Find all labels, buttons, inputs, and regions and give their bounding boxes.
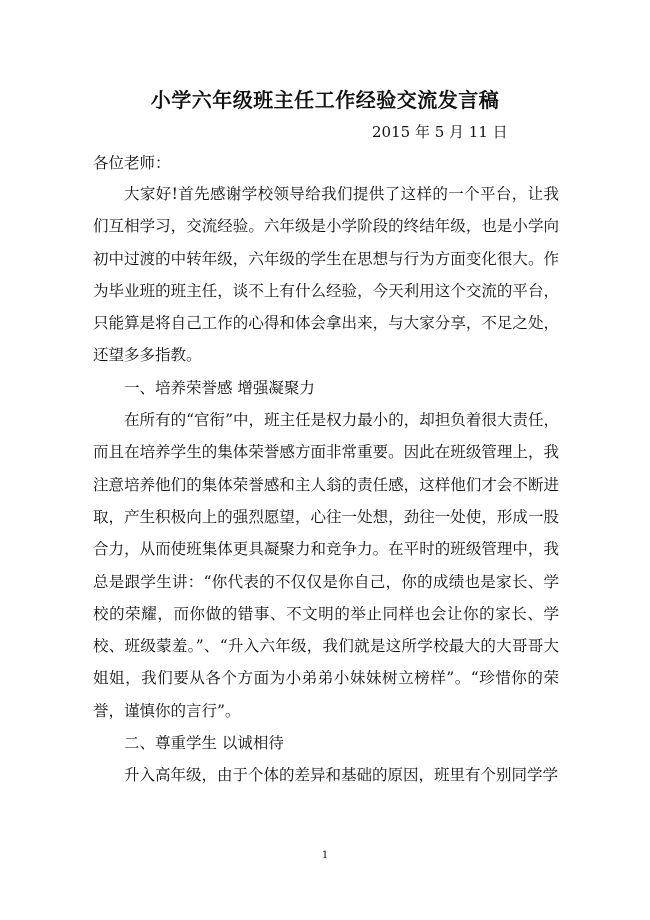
paragraph-section-1: 在所有的“官衔”中，班主任是权力最小的，却担负着很大责任，而且在培养学生的集体荣誉感方面非常重要。因此在班级管理上，我注意培养他们的集体荣誉感和主人翁的责任感，这样他们才会不断进取，产生积极向上的强烈愿望，心往一处想，劲往一处使，形成一股合力，从而使班集体更具凝聚力和竞争力。在平时的班级管理中，我总是跟学生讲：“你代表的不仅仅是你自己，你的成绩也是家长、学校的荣耀，而你做的错事、不文明的举止同样也会让你的家长、学校、班级蒙羞。”、“升入六年级，我们就是这所学校最大的大哥哥大姐姐，我们要从各个方面为小弟弟小妹妹树立榜样”。“珍惜你的荣誉，谨慎你的言行”。 bbox=[93, 411, 559, 720]
document-date: 2015 年 5 月 11 日 bbox=[372, 123, 508, 141]
page-number: 1 bbox=[321, 850, 329, 861]
document-title: 小学六年级班主任工作经验交流发言稿 bbox=[150, 88, 500, 112]
paragraph-section-2: 升入高年级，由于个体的差异和基础的原因，班里有个别同学学 bbox=[124, 766, 559, 785]
greeting: 各位老师： bbox=[93, 154, 171, 172]
section-heading-2: 二、尊重学生 以诚相待 bbox=[124, 734, 284, 753]
section-heading-1: 一、培养荣誉感 增强凝聚力 bbox=[124, 378, 315, 397]
document-body bbox=[93, 178, 559, 792]
paragraph-intro: 大家好!首先感谢学校领导给我们提供了这样的一个平台，让我们互相学习，交流经验。六年级是小学阶段的终结年级，也是小学向初中过渡的中转年级，六年级的学生在思想与行为方面变化很大。作为毕业班的班主任，谈不上有什么经验，今天利用这个交流的平台，只能算是将自己工作的心得和体会拿出来，与大家分享，不足之处，还望多多指教。 bbox=[93, 185, 559, 365]
